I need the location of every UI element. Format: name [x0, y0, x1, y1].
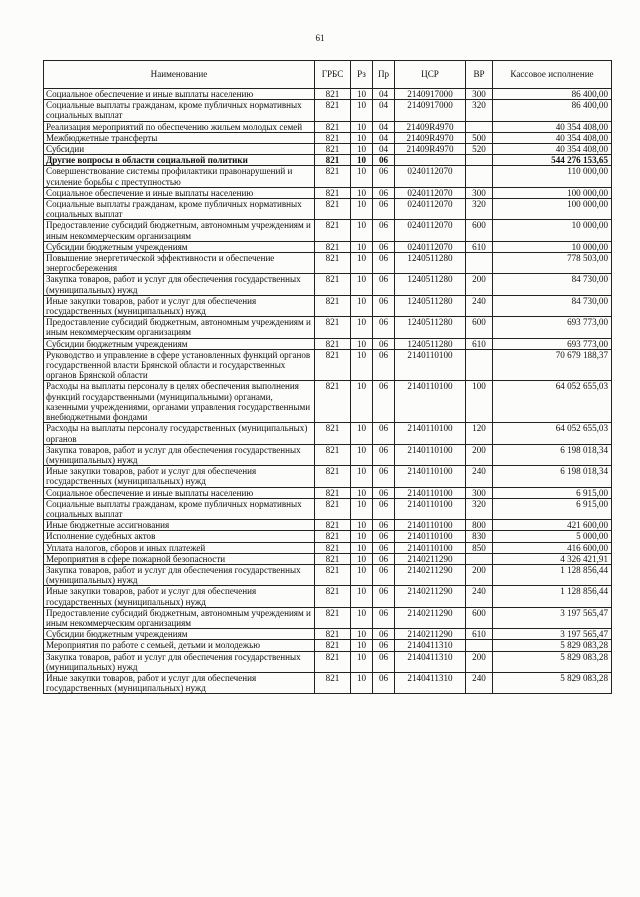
row-rz: 10	[351, 349, 373, 381]
row-grbs: 821	[315, 155, 351, 166]
row-grbs: 821	[315, 586, 351, 607]
row-vr: 200	[466, 564, 493, 585]
row-vr: 320	[466, 498, 493, 519]
row-vr	[466, 553, 493, 564]
row-pr: 06	[373, 586, 395, 607]
row-vr: 200	[466, 651, 493, 672]
row-name: Иные закупки товаров, работ и услуг для обеспечения государственных (муниципальных) нужд	[44, 295, 315, 316]
row-rz: 10	[351, 531, 373, 542]
row-pr: 06	[373, 487, 395, 498]
row-vr: 850	[466, 542, 493, 553]
row-grbs: 821	[315, 629, 351, 640]
row-grbs: 821	[315, 423, 351, 444]
row-pr: 04	[373, 121, 395, 132]
row-grbs: 821	[315, 220, 351, 241]
row-pr: 06	[373, 564, 395, 585]
row-name: Социальные выплаты гражданам, кроме публичных нормативных социальных выплат	[44, 199, 315, 220]
row-csr: 0240112070	[395, 241, 466, 252]
row-name: Совершенствование системы профилактики правонарушений и усиление борьбы с преступностью	[44, 166, 315, 187]
row-name: Субсидии	[44, 144, 315, 155]
row-name: Другие вопросы в области социальной политики	[44, 155, 315, 166]
row-rz: 10	[351, 381, 373, 423]
row-rz: 10	[351, 241, 373, 252]
row-vr: 300	[466, 187, 493, 198]
row-vr: 200	[466, 444, 493, 465]
row-pr: 06	[373, 295, 395, 316]
row-pr: 06	[373, 220, 395, 241]
row-grbs: 821	[315, 564, 351, 585]
row-grbs: 821	[315, 338, 351, 349]
row-rz: 10	[351, 187, 373, 198]
row-grbs: 821	[315, 199, 351, 220]
row-rz: 10	[351, 100, 373, 121]
row-name: Социальное обеспечение и иные выплаты населению	[44, 89, 315, 100]
table-row	[44, 423, 612, 444]
row-grbs: 821	[315, 100, 351, 121]
row-name: Социальные выплаты гражданам, кроме публичных нормативных социальных выплат	[44, 498, 315, 519]
row-grbs: 821	[315, 121, 351, 132]
row-csr: 2140917000	[395, 89, 466, 100]
row-vr: 120	[466, 423, 493, 444]
row-pr: 06	[373, 155, 395, 166]
row-amount: 6 198 018,34	[493, 466, 612, 487]
col-header-amount: Кассовое исполнение	[493, 61, 612, 89]
row-pr: 06	[373, 199, 395, 220]
row-vr	[466, 155, 493, 166]
row-name: Межбюджетные трансферты	[44, 132, 315, 143]
row-pr: 06	[373, 553, 395, 564]
row-grbs: 821	[315, 253, 351, 274]
row-rz: 10	[351, 466, 373, 487]
table-row	[44, 274, 612, 295]
row-amount: 86 400,00	[493, 89, 612, 100]
row-grbs: 821	[315, 381, 351, 423]
row-vr	[466, 253, 493, 274]
row-grbs: 821	[315, 349, 351, 381]
row-grbs: 821	[315, 531, 351, 542]
row-csr: 1240511280	[395, 274, 466, 295]
row-name: Социальное обеспечение и иные выплаты населению	[44, 487, 315, 498]
row-name: Предоставление субсидий бюджетным, автономным учреждениям и иным некоммерческим организациям	[44, 317, 315, 338]
row-csr: 2140211290	[395, 586, 466, 607]
row-csr: 2140110100	[395, 542, 466, 553]
row-amount: 10 000,00	[493, 220, 612, 241]
row-name: Закупка товаров, работ и услуг для обеспечения государственных (муниципальных) нужд	[44, 274, 315, 295]
row-amount: 110 000,00	[493, 166, 612, 187]
row-amount: 70 679 188,37	[493, 349, 612, 381]
col-header-vr: ВР	[466, 61, 493, 89]
row-rz: 10	[351, 274, 373, 295]
row-amount: 5 000,00	[493, 531, 612, 542]
row-amount: 5 829 083,28	[493, 651, 612, 672]
row-grbs: 821	[315, 487, 351, 498]
row-vr: 300	[466, 487, 493, 498]
table-row	[44, 187, 612, 198]
row-name: Иные закупки товаров, работ и услуг для обеспечения государственных (муниципальных) нужд	[44, 586, 315, 607]
row-grbs: 821	[315, 317, 351, 338]
row-pr: 06	[373, 349, 395, 381]
row-vr: 100	[466, 381, 493, 423]
row-rz: 10	[351, 629, 373, 640]
row-vr: 800	[466, 520, 493, 531]
row-rz: 10	[351, 640, 373, 651]
table-row	[44, 498, 612, 519]
row-rz: 10	[351, 423, 373, 444]
row-csr: 2140917000	[395, 100, 466, 121]
row-pr: 06	[373, 423, 395, 444]
row-csr: 0240112070	[395, 166, 466, 187]
col-header-pr: Пр	[373, 61, 395, 89]
row-vr: 300	[466, 89, 493, 100]
row-rz: 10	[351, 317, 373, 338]
row-csr: 2140110100	[395, 466, 466, 487]
row-grbs: 821	[315, 295, 351, 316]
row-amount: 6 915,00	[493, 498, 612, 519]
row-pr: 04	[373, 89, 395, 100]
row-vr: 610	[466, 338, 493, 349]
row-rz: 10	[351, 564, 373, 585]
table-row	[44, 199, 612, 220]
row-name: Закупка товаров, работ и услуг для обеспечения государственных (муниципальных) нужд	[44, 444, 315, 465]
row-rz: 10	[351, 155, 373, 166]
table-row	[44, 295, 612, 316]
row-csr: 1240511280	[395, 338, 466, 349]
row-vr: 610	[466, 241, 493, 252]
table-row	[44, 100, 612, 121]
row-amount: 64 052 655,03	[493, 381, 612, 423]
row-name: Социальное обеспечение и иные выплаты населению	[44, 187, 315, 198]
row-name: Реализация мероприятий по обеспечению жильем молодых семей	[44, 121, 315, 132]
row-vr: 200	[466, 274, 493, 295]
row-rz: 10	[351, 520, 373, 531]
row-amount: 40 354 408,00	[493, 132, 612, 143]
row-amount: 1 128 856,44	[493, 564, 612, 585]
row-vr: 600	[466, 607, 493, 628]
row-csr: 2140110100	[395, 531, 466, 542]
table-row	[44, 520, 612, 531]
row-amount: 5 829 083,28	[493, 672, 612, 693]
row-amount: 693 773,00	[493, 317, 612, 338]
row-vr: 240	[466, 672, 493, 693]
row-vr	[466, 121, 493, 132]
row-csr: 2140411310	[395, 672, 466, 693]
row-amount: 40 354 408,00	[493, 144, 612, 155]
col-header-grbs: ГРБС	[315, 61, 351, 89]
row-vr: 240	[466, 586, 493, 607]
row-pr: 06	[373, 542, 395, 553]
row-amount: 544 276 153,65	[493, 155, 612, 166]
table-row	[44, 651, 612, 672]
row-rz: 10	[351, 586, 373, 607]
row-vr: 500	[466, 132, 493, 143]
table-row	[44, 349, 612, 381]
row-name: Иные бюджетные ассигнования	[44, 520, 315, 531]
table-row	[44, 640, 612, 651]
table-row	[44, 607, 612, 628]
table-row	[44, 89, 612, 100]
row-csr: 1240511280	[395, 253, 466, 274]
col-header-csr: ЦСР	[395, 61, 466, 89]
table-row	[44, 629, 612, 640]
table-row	[44, 132, 612, 143]
row-grbs: 821	[315, 498, 351, 519]
table-header	[44, 61, 612, 89]
row-pr: 06	[373, 531, 395, 542]
row-pr: 06	[373, 607, 395, 628]
row-amount: 421 600,00	[493, 520, 612, 531]
row-pr: 04	[373, 132, 395, 143]
table-row	[44, 466, 612, 487]
row-rz: 10	[351, 121, 373, 132]
table-row	[44, 241, 612, 252]
row-grbs: 821	[315, 144, 351, 155]
table-row	[44, 531, 612, 542]
row-amount: 3 197 565,47	[493, 607, 612, 628]
row-name: Закупка товаров, работ и услуг для обеспечения государственных (муниципальных) нужд	[44, 564, 315, 585]
row-grbs: 821	[315, 241, 351, 252]
row-csr: 2140411310	[395, 651, 466, 672]
row-grbs: 821	[315, 89, 351, 100]
row-rz: 10	[351, 672, 373, 693]
row-grbs: 821	[315, 187, 351, 198]
row-csr: 2140211290	[395, 564, 466, 585]
row-name: Субсидии бюджетным учреждениям	[44, 241, 315, 252]
row-rz: 10	[351, 295, 373, 316]
row-name: Закупка товаров, работ и услуг для обеспечения государственных (муниципальных) нужд	[44, 651, 315, 672]
row-pr: 06	[373, 253, 395, 274]
row-rz: 10	[351, 542, 373, 553]
table-row	[44, 586, 612, 607]
row-amount: 5 829 083,28	[493, 640, 612, 651]
row-amount: 100 000,00	[493, 187, 612, 198]
row-pr: 06	[373, 672, 395, 693]
row-vr: 240	[466, 466, 493, 487]
row-amount: 693 773,00	[493, 338, 612, 349]
col-header-rz: Рз	[351, 61, 373, 89]
table-row	[44, 155, 612, 166]
row-vr: 320	[466, 199, 493, 220]
row-csr: 2140110100	[395, 349, 466, 381]
row-pr: 06	[373, 187, 395, 198]
row-csr: 0240112070	[395, 187, 466, 198]
row-grbs: 821	[315, 520, 351, 531]
table-row	[44, 317, 612, 338]
row-pr: 06	[373, 241, 395, 252]
row-pr: 06	[373, 466, 395, 487]
row-csr: 21409R4970	[395, 144, 466, 155]
row-name: Расходы на выплаты персоналу государственных (муниципальных) органов	[44, 423, 315, 444]
row-csr: 2140411310	[395, 640, 466, 651]
row-rz: 10	[351, 498, 373, 519]
row-grbs: 821	[315, 640, 351, 651]
row-rz: 10	[351, 132, 373, 143]
row-vr: 600	[466, 317, 493, 338]
row-amount: 10 000,00	[493, 241, 612, 252]
row-pr: 06	[373, 651, 395, 672]
row-name: Исполнение судебных актов	[44, 531, 315, 542]
row-name: Субсидии бюджетным учреждениям	[44, 338, 315, 349]
row-vr: 610	[466, 629, 493, 640]
row-rz: 10	[351, 144, 373, 155]
row-csr: 2140110100	[395, 381, 466, 423]
table-row	[44, 144, 612, 155]
table-row	[44, 542, 612, 553]
row-rz: 10	[351, 444, 373, 465]
row-csr: 2140110100	[395, 423, 466, 444]
row-csr: 0240112070	[395, 220, 466, 241]
row-amount: 6 198 018,34	[493, 444, 612, 465]
row-csr: 21409R4970	[395, 121, 466, 132]
table-row	[44, 672, 612, 693]
row-grbs: 821	[315, 553, 351, 564]
table-row	[44, 487, 612, 498]
table-row	[44, 553, 612, 564]
row-name: Мероприятия в сфере пожарной безопасности	[44, 553, 315, 564]
budget-table	[43, 60, 612, 694]
row-pr: 06	[373, 381, 395, 423]
row-csr: 21409R4970	[395, 132, 466, 143]
page-number: 61	[315, 33, 325, 43]
row-csr: 2140110100	[395, 487, 466, 498]
row-pr: 04	[373, 144, 395, 155]
table-body	[44, 89, 612, 694]
row-pr: 06	[373, 338, 395, 349]
row-grbs: 821	[315, 607, 351, 628]
row-name: Повышение энергетической эффективности и обеспечение энергосбережения	[44, 253, 315, 274]
row-pr: 06	[373, 498, 395, 519]
row-rz: 10	[351, 651, 373, 672]
row-grbs: 821	[315, 274, 351, 295]
row-rz: 10	[351, 553, 373, 564]
row-amount: 778 503,00	[493, 253, 612, 274]
table-row	[44, 220, 612, 241]
row-csr: 2140211290	[395, 553, 466, 564]
row-csr: 1240511280	[395, 317, 466, 338]
row-csr: 2140110100	[395, 444, 466, 465]
row-rz: 10	[351, 253, 373, 274]
row-amount: 3 197 565,47	[493, 629, 612, 640]
row-vr: 830	[466, 531, 493, 542]
row-amount: 84 730,00	[493, 295, 612, 316]
row-csr	[395, 155, 466, 166]
row-pr: 06	[373, 520, 395, 531]
row-name: Предоставление субсидий бюджетным, автономным учреждениям и иным некоммерческим организациям	[44, 607, 315, 628]
row-amount: 6 915,00	[493, 487, 612, 498]
table-row	[44, 166, 612, 187]
row-rz: 10	[351, 89, 373, 100]
row-name: Иные закупки товаров, работ и услуг для обеспечения государственных (муниципальных) нужд	[44, 672, 315, 693]
row-grbs: 821	[315, 672, 351, 693]
row-name: Предоставление субсидий бюджетным, автономным учреждениям и иным некоммерческим организациям	[44, 220, 315, 241]
row-vr: 320	[466, 100, 493, 121]
row-amount: 100 000,00	[493, 199, 612, 220]
row-csr: 2140211290	[395, 607, 466, 628]
row-grbs: 821	[315, 466, 351, 487]
row-csr: 2140110100	[395, 520, 466, 531]
row-name: Расходы на выплаты персоналу в целях обеспечения выполнения функций государственными (муниципальными) органами, казенными учреждениями, органами управления государственными внебюджетными фондами	[44, 381, 315, 423]
row-name: Субсидии бюджетным учреждениям	[44, 629, 315, 640]
row-amount: 64 052 655,03	[493, 423, 612, 444]
row-grbs: 821	[315, 542, 351, 553]
row-rz: 10	[351, 166, 373, 187]
row-rz: 10	[351, 199, 373, 220]
table-row	[44, 381, 612, 423]
row-vr	[466, 166, 493, 187]
row-name: Социальные выплаты гражданам, кроме публичных нормативных социальных выплат	[44, 100, 315, 121]
row-rz: 10	[351, 338, 373, 349]
row-vr	[466, 349, 493, 381]
row-rz: 10	[351, 607, 373, 628]
row-amount: 4 326 421,91	[493, 553, 612, 564]
row-amount: 86 400,00	[493, 100, 612, 121]
row-pr: 06	[373, 444, 395, 465]
row-amount: 84 730,00	[493, 274, 612, 295]
row-csr: 2140211290	[395, 629, 466, 640]
row-grbs: 821	[315, 166, 351, 187]
col-header-name: Наименование	[44, 61, 315, 89]
row-pr: 04	[373, 100, 395, 121]
row-amount: 416 600,00	[493, 542, 612, 553]
row-csr: 1240511280	[395, 295, 466, 316]
row-vr: 520	[466, 144, 493, 155]
row-name: Мероприятия по работе с семьей, детьми и молодежью	[44, 640, 315, 651]
row-vr	[466, 640, 493, 651]
row-name: Иные закупки товаров, работ и услуг для обеспечения государственных (муниципальных) нужд	[44, 466, 315, 487]
row-amount: 1 128 856,44	[493, 586, 612, 607]
row-rz: 10	[351, 487, 373, 498]
row-csr: 2140110100	[395, 498, 466, 519]
row-grbs: 821	[315, 132, 351, 143]
table-row	[44, 121, 612, 132]
row-vr: 240	[466, 295, 493, 316]
table-row	[44, 564, 612, 585]
row-pr: 06	[373, 317, 395, 338]
row-grbs: 821	[315, 444, 351, 465]
row-pr: 06	[373, 629, 395, 640]
table-row	[44, 338, 612, 349]
row-vr: 600	[466, 220, 493, 241]
row-name: Руководство и управление в сфере установленных функций органов государственной власти Брянской области и государственных органов Брянской области	[44, 349, 315, 381]
row-grbs: 821	[315, 651, 351, 672]
row-rz: 10	[351, 220, 373, 241]
table-row	[44, 253, 612, 274]
row-amount: 40 354 408,00	[493, 121, 612, 132]
row-csr: 0240112070	[395, 199, 466, 220]
row-name: Уплата налогов, сборов и иных платежей	[44, 542, 315, 553]
row-pr: 06	[373, 274, 395, 295]
row-pr: 06	[373, 166, 395, 187]
table-row	[44, 444, 612, 465]
row-pr: 06	[373, 640, 395, 651]
